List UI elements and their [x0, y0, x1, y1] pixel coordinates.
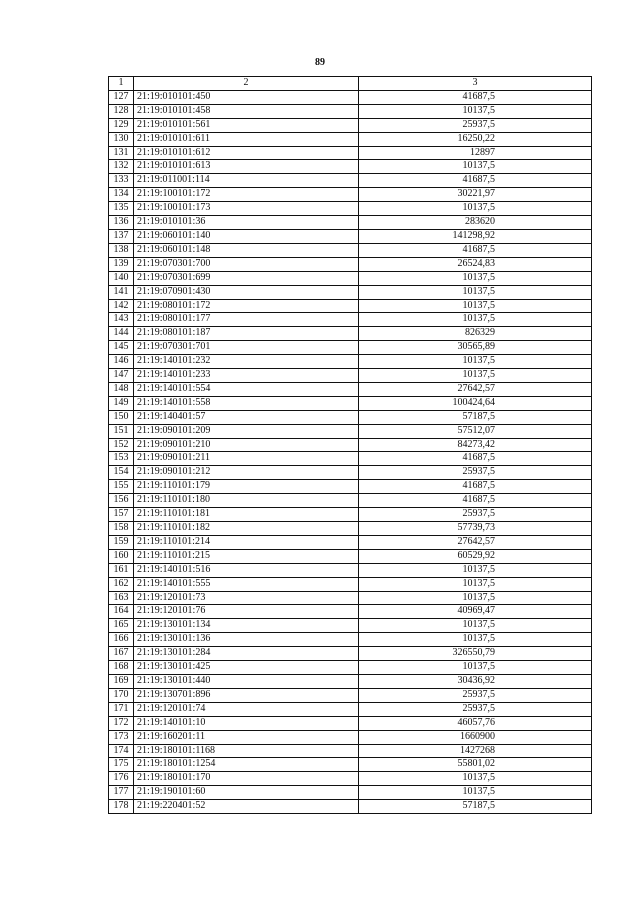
row-number-cell: 142: [109, 299, 134, 313]
table-row: [109, 702, 592, 716]
cadastral-number-cell: 21:19:110101:214: [134, 535, 359, 549]
table-row: [109, 549, 592, 563]
table-row: [109, 563, 592, 577]
cadastral-number-cell: 21:19:190101:60: [134, 786, 359, 800]
table-row: [109, 299, 592, 313]
table-row: [109, 647, 592, 661]
value-cell: 283620: [359, 216, 592, 230]
value-cell: 10137,5: [359, 369, 592, 383]
header-cell-1: 1: [109, 77, 134, 91]
table-row: [109, 452, 592, 466]
cadastral-number-cell: 21:19:110101:181: [134, 508, 359, 522]
cadastral-number-cell: 21:19:120101:73: [134, 591, 359, 605]
table-row: [109, 146, 592, 160]
row-number-cell: 128: [109, 104, 134, 118]
value-cell: 1660900: [359, 730, 592, 744]
row-number-cell: 136: [109, 216, 134, 230]
table-row: [109, 716, 592, 730]
row-number-cell: 158: [109, 522, 134, 536]
row-number-cell: 177: [109, 786, 134, 800]
data-table: [108, 76, 592, 814]
cadastral-number-cell: 21:19:070301:701: [134, 341, 359, 355]
table-row: [109, 494, 592, 508]
cadastral-number-cell: 21:19:130101:425: [134, 661, 359, 675]
table-row: [109, 424, 592, 438]
cadastral-number-cell: 21:19:180101:1254: [134, 758, 359, 772]
cadastral-number-cell: 21:19:180101:170: [134, 772, 359, 786]
value-cell: 25937,5: [359, 466, 592, 480]
table-row: [109, 216, 592, 230]
value-cell: 41687,5: [359, 174, 592, 188]
cadastral-number-cell: 21:19:130101:284: [134, 647, 359, 661]
table-row: [109, 535, 592, 549]
table-row: [109, 758, 592, 772]
cadastral-number-cell: 21:19:220401:52: [134, 800, 359, 814]
table-row: [109, 396, 592, 410]
row-number-cell: 134: [109, 188, 134, 202]
value-cell: 10137,5: [359, 591, 592, 605]
value-cell: 10137,5: [359, 661, 592, 675]
table-row: [109, 591, 592, 605]
value-cell: 30565,89: [359, 341, 592, 355]
row-number-cell: 165: [109, 619, 134, 633]
value-cell: 10137,5: [359, 355, 592, 369]
cadastral-number-cell: 21:19:090101:210: [134, 438, 359, 452]
row-number-cell: 155: [109, 480, 134, 494]
table-row: [109, 118, 592, 132]
row-number-cell: 138: [109, 243, 134, 257]
cadastral-number-cell: 21:19:140101:555: [134, 577, 359, 591]
row-number-cell: 157: [109, 508, 134, 522]
cadastral-number-cell: 21:19:130101:136: [134, 633, 359, 647]
row-number-cell: 147: [109, 369, 134, 383]
table-row: [109, 90, 592, 104]
value-cell: 16250,22: [359, 132, 592, 146]
value-cell: 10137,5: [359, 271, 592, 285]
header-cell-2: 2: [134, 77, 359, 91]
row-number-cell: 151: [109, 424, 134, 438]
cadastral-number-cell: 21:19:010101:612: [134, 146, 359, 160]
table-row: [109, 786, 592, 800]
cadastral-number-cell: 21:19:070301:700: [134, 257, 359, 271]
value-cell: 26524,83: [359, 257, 592, 271]
table-row: [109, 202, 592, 216]
table-row: [109, 661, 592, 675]
cadastral-number-cell: 21:19:140101:516: [134, 563, 359, 577]
cadastral-number-cell: 21:19:130101:134: [134, 619, 359, 633]
cadastral-number-cell: 21:19:090101:212: [134, 466, 359, 480]
row-number-cell: 135: [109, 202, 134, 216]
row-number-cell: 132: [109, 160, 134, 174]
value-cell: 10137,5: [359, 160, 592, 174]
cadastral-number-cell: 21:19:100101:172: [134, 188, 359, 202]
value-cell: 60529,92: [359, 549, 592, 563]
cadastral-number-cell: 21:19:140101:558: [134, 396, 359, 410]
cadastral-number-cell: 21:19:130701:896: [134, 688, 359, 702]
table-row: [109, 577, 592, 591]
cadastral-number-cell: 21:19:140101:232: [134, 355, 359, 369]
row-number-cell: 131: [109, 146, 134, 160]
cadastral-number-cell: 21:19:060101:148: [134, 243, 359, 257]
table-row: [109, 522, 592, 536]
cadastral-number-cell: 21:19:110101:215: [134, 549, 359, 563]
value-cell: 10137,5: [359, 619, 592, 633]
row-number-cell: 156: [109, 494, 134, 508]
cadastral-number-cell: 21:19:160201:11: [134, 730, 359, 744]
table-row: [109, 800, 592, 814]
value-cell: 57187,5: [359, 410, 592, 424]
value-cell: 41687,5: [359, 90, 592, 104]
row-number-cell: 143: [109, 313, 134, 327]
cadastral-number-cell: 21:19:070301:699: [134, 271, 359, 285]
row-number-cell: 161: [109, 563, 134, 577]
value-cell: 84273,42: [359, 438, 592, 452]
cadastral-number-cell: 21:19:120101:74: [134, 702, 359, 716]
row-number-cell: 149: [109, 396, 134, 410]
row-number-cell: 148: [109, 382, 134, 396]
cadastral-number-cell: 21:19:060101:140: [134, 229, 359, 243]
table-row: [109, 174, 592, 188]
value-cell: 1427268: [359, 744, 592, 758]
value-cell: 10137,5: [359, 786, 592, 800]
table-row: [109, 229, 592, 243]
cadastral-number-cell: 21:19:140401:57: [134, 410, 359, 424]
value-cell: 41687,5: [359, 494, 592, 508]
value-cell: 826329: [359, 327, 592, 341]
value-cell: 10137,5: [359, 772, 592, 786]
value-cell: 326550,79: [359, 647, 592, 661]
row-number-cell: 145: [109, 341, 134, 355]
row-number-cell: 129: [109, 118, 134, 132]
value-cell: 41687,5: [359, 452, 592, 466]
table-row: [109, 633, 592, 647]
table-row: [109, 619, 592, 633]
row-number-cell: 140: [109, 271, 134, 285]
value-cell: 10137,5: [359, 633, 592, 647]
row-number-cell: 153: [109, 452, 134, 466]
cadastral-number-cell: 21:19:140101:10: [134, 716, 359, 730]
header-cell-3: 3: [359, 77, 592, 91]
table-row: [109, 327, 592, 341]
table-header-row: [109, 77, 592, 91]
cadastral-number-cell: 21:19:100101:173: [134, 202, 359, 216]
row-number-cell: 164: [109, 605, 134, 619]
value-cell: 25937,5: [359, 702, 592, 716]
row-number-cell: 152: [109, 438, 134, 452]
table-row: [109, 382, 592, 396]
row-number-cell: 150: [109, 410, 134, 424]
value-cell: 12897: [359, 146, 592, 160]
row-number-cell: 166: [109, 633, 134, 647]
value-cell: 57512,07: [359, 424, 592, 438]
row-number-cell: 176: [109, 772, 134, 786]
cadastral-number-cell: 21:19:090101:209: [134, 424, 359, 438]
cadastral-number-cell: 21:19:010101:458: [134, 104, 359, 118]
table-row: [109, 257, 592, 271]
value-cell: 57187,5: [359, 800, 592, 814]
row-number-cell: 170: [109, 688, 134, 702]
value-cell: 41687,5: [359, 480, 592, 494]
table-row: [109, 480, 592, 494]
table-row: [109, 674, 592, 688]
cadastral-number-cell: 21:19:010101:450: [134, 90, 359, 104]
value-cell: 10137,5: [359, 313, 592, 327]
value-cell: 55801,02: [359, 758, 592, 772]
table-row: [109, 410, 592, 424]
row-number-cell: 178: [109, 800, 134, 814]
value-cell: 10137,5: [359, 563, 592, 577]
value-cell: 57739,73: [359, 522, 592, 536]
table-row: [109, 132, 592, 146]
table-row: [109, 688, 592, 702]
cadastral-number-cell: 21:19:130101:440: [134, 674, 359, 688]
table-row: [109, 744, 592, 758]
value-cell: 46057,76: [359, 716, 592, 730]
row-number-cell: 127: [109, 90, 134, 104]
row-number-cell: 175: [109, 758, 134, 772]
value-cell: 141298,92: [359, 229, 592, 243]
table-row: [109, 772, 592, 786]
table-row: [109, 466, 592, 480]
cadastral-number-cell: 21:19:080101:177: [134, 313, 359, 327]
cadastral-number-cell: 21:19:140101:554: [134, 382, 359, 396]
row-number-cell: 163: [109, 591, 134, 605]
value-cell: 25937,5: [359, 688, 592, 702]
cadastral-number-cell: 21:19:010101:36: [134, 216, 359, 230]
cadastral-number-cell: 21:19:070901:430: [134, 285, 359, 299]
table-row: [109, 355, 592, 369]
table-row: [109, 160, 592, 174]
row-number-cell: 144: [109, 327, 134, 341]
cadastral-number-cell: 21:19:110101:179: [134, 480, 359, 494]
table-row: [109, 313, 592, 327]
value-cell: 30221,97: [359, 188, 592, 202]
value-cell: 10137,5: [359, 202, 592, 216]
table-row: [109, 730, 592, 744]
table-row: [109, 605, 592, 619]
row-number-cell: 154: [109, 466, 134, 480]
value-cell: 40969,47: [359, 605, 592, 619]
cadastral-number-cell: 21:19:180101:1168: [134, 744, 359, 758]
row-number-cell: 137: [109, 229, 134, 243]
row-number-cell: 130: [109, 132, 134, 146]
table-row: [109, 243, 592, 257]
row-number-cell: 146: [109, 355, 134, 369]
cadastral-number-cell: 21:19:010101:561: [134, 118, 359, 132]
cadastral-number-cell: 21:19:080101:187: [134, 327, 359, 341]
value-cell: 10137,5: [359, 104, 592, 118]
row-number-cell: 172: [109, 716, 134, 730]
row-number-cell: 141: [109, 285, 134, 299]
cadastral-number-cell: 21:19:010101:611: [134, 132, 359, 146]
row-number-cell: 173: [109, 730, 134, 744]
row-number-cell: 168: [109, 661, 134, 675]
cadastral-number-cell: 21:19:090101:211: [134, 452, 359, 466]
value-cell: 10137,5: [359, 577, 592, 591]
row-number-cell: 174: [109, 744, 134, 758]
table-row: [109, 188, 592, 202]
table-row: [109, 271, 592, 285]
cadastral-number-cell: 21:19:140101:233: [134, 369, 359, 383]
row-number-cell: 160: [109, 549, 134, 563]
value-cell: 30436,92: [359, 674, 592, 688]
value-cell: 25937,5: [359, 118, 592, 132]
row-number-cell: 139: [109, 257, 134, 271]
table-row: [109, 285, 592, 299]
table-row: [109, 438, 592, 452]
row-number-cell: 169: [109, 674, 134, 688]
table-row: [109, 369, 592, 383]
row-number-cell: 162: [109, 577, 134, 591]
row-number-cell: 171: [109, 702, 134, 716]
table-row: [109, 508, 592, 522]
page-number: 89: [315, 57, 325, 68]
cadastral-number-cell: 21:19:120101:76: [134, 605, 359, 619]
cadastral-number-cell: 21:19:080101:172: [134, 299, 359, 313]
value-cell: 27642,57: [359, 535, 592, 549]
value-cell: 100424,64: [359, 396, 592, 410]
table-row: [109, 341, 592, 355]
cadastral-number-cell: 21:19:011001:114: [134, 174, 359, 188]
cadastral-number-cell: 21:19:110101:180: [134, 494, 359, 508]
value-cell: 41687,5: [359, 243, 592, 257]
value-cell: 10137,5: [359, 285, 592, 299]
value-cell: 25937,5: [359, 508, 592, 522]
value-cell: 27642,57: [359, 382, 592, 396]
row-number-cell: 159: [109, 535, 134, 549]
table-row: [109, 104, 592, 118]
row-number-cell: 167: [109, 647, 134, 661]
cadastral-number-cell: 21:19:010101:613: [134, 160, 359, 174]
value-cell: 10137,5: [359, 299, 592, 313]
cadastral-number-cell: 21:19:110101:182: [134, 522, 359, 536]
row-number-cell: 133: [109, 174, 134, 188]
